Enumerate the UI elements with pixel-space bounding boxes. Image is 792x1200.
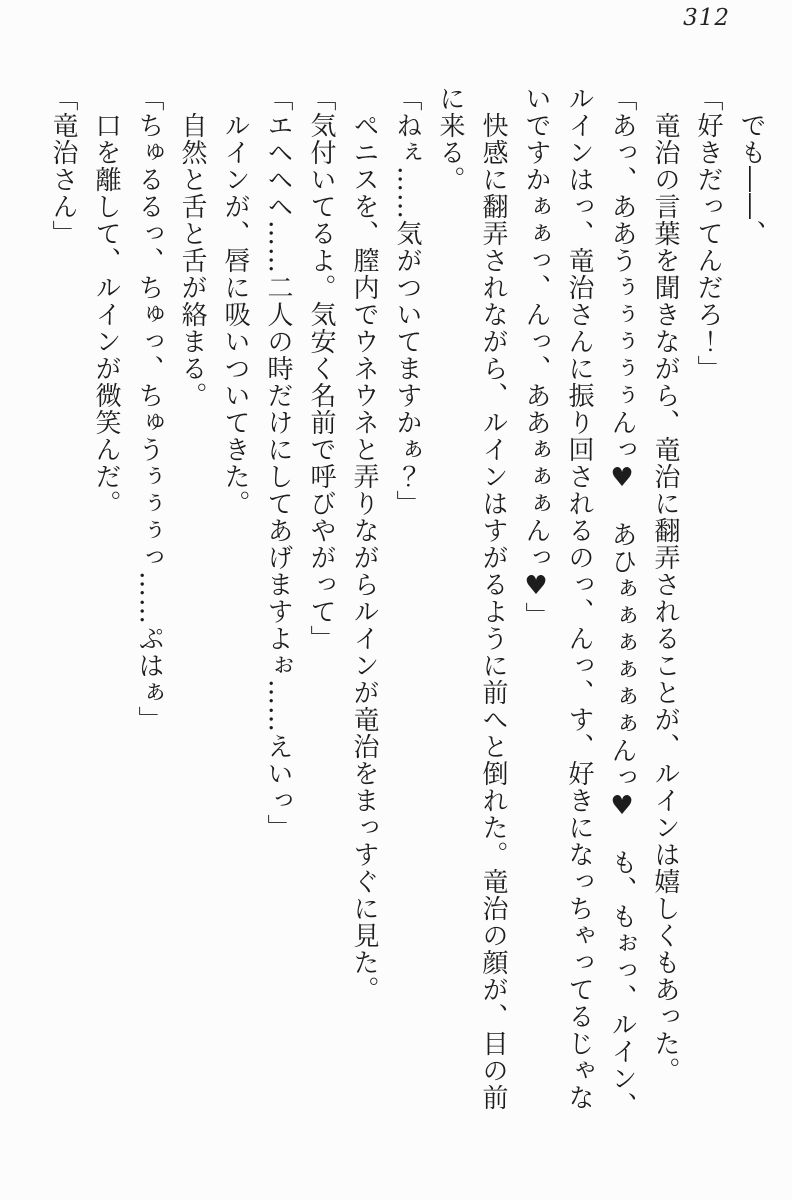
text-line: でも――、 — [736, 85, 766, 247]
text-line: に来る。 — [435, 85, 465, 193]
page-number: 312 — [683, 5, 730, 31]
text-block — [41, 85, 772, 1145]
text-line: 「ねぇ……気がついてますかぁ？」 — [392, 85, 422, 517]
text-line: ペニスを、膣内でウネウネと弄りながらルインが竜治をまっすぐに見た。 — [349, 85, 379, 1003]
text-line: ルインが、唇に吸いついてきた。 — [220, 85, 250, 517]
text-line: いですかぁぁっ、んっ、ああぁぁぁんっ♥」 — [521, 85, 551, 629]
text-line: 快感に翻弄されながら、ルインはすがるように前へと倒れた。竜治の顔が、目の前 — [478, 85, 508, 1111]
text-line: 「ちゅるるっ、ちゅっ、ちゅうぅぅぅっ……ぷはぁ」 — [134, 85, 164, 733]
text-line: 「エヘヘヘ……二人の時だけにしてあげますよぉ……えいっ」 — [263, 85, 293, 841]
text-line: 口を離して、ルインが微笑んだ。 — [91, 85, 121, 517]
text-line: 「竜治さん」 — [48, 85, 78, 247]
text-line: 自然と舌と舌が絡まる。 — [177, 85, 207, 409]
text-line: 竜治の言葉を聞きながら、竜治に翻弄されることが、ルインは嬉しくもあった。 — [650, 85, 680, 1084]
text-line: ルインはっ、竜治さんに振り回されるのっ、んっ、す、好きになっちゃってるじゃな — [564, 85, 594, 1111]
text-line: 「あっ、ああうぅぅぅぅぅんっ♥ あひぁぁぁぁぁぁんっ♥ も、もぉっ、ルイン、 — [607, 85, 637, 1119]
text-line: 「気付いてるよ。気安く名前で呼びやがって」 — [306, 85, 336, 652]
text-line: 「好きだってんだろ！」 — [693, 85, 723, 382]
